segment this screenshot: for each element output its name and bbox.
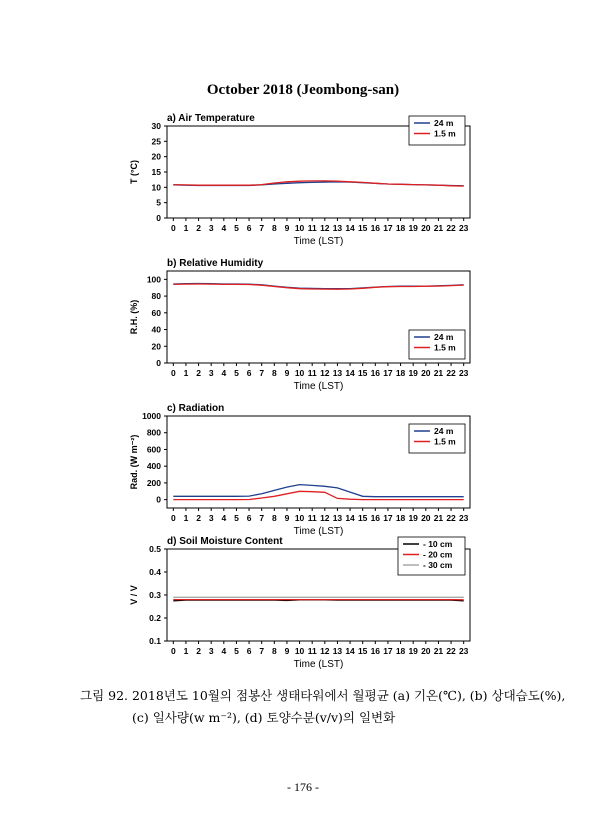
x-tick-label-3-5: 5 (234, 646, 239, 656)
x-tick-label-1-3: 3 (208, 368, 214, 378)
x-tick-label-1-9: 9 (284, 368, 290, 378)
x-tick-label-3-22: 22 (446, 646, 456, 656)
x-tick-label-3-13: 13 (332, 646, 343, 656)
x-axis-label-3: Time (LST) (293, 659, 344, 670)
x-tick-label-3-4: 4 (221, 646, 227, 656)
x-tick-label-0-7: 7 (259, 223, 265, 233)
x-tick-label-3-15: 15 (357, 646, 368, 656)
x-tick-label-2-16: 16 (370, 513, 381, 523)
x-tick-label-3-7: 7 (259, 646, 265, 656)
y-tick-label-3-2: 0.3 (149, 590, 161, 600)
x-tick-label-2-17: 17 (383, 513, 393, 523)
x-tick-label-0-23: 23 (458, 223, 469, 233)
x-tick-label-1-5: 5 (234, 368, 239, 378)
chart-title-3: d) Soil Moisture Content (167, 536, 283, 547)
x-axis-label-2: Time (LST) (293, 526, 344, 537)
x-tick-label-2-19: 19 (408, 513, 418, 523)
x-tick-label-2-22: 22 (446, 513, 456, 523)
legend-label-0-1: 1.5 m (434, 128, 456, 139)
x-tick-label-0-13: 13 (332, 223, 343, 233)
x-tick-label-3-14: 14 (345, 646, 355, 656)
y-tick-label-1-4: 80 (151, 291, 161, 302)
x-tick-label-2-23: 23 (458, 513, 469, 523)
x-tick-label-3-3: 3 (208, 646, 214, 656)
x-tick-label-3-1: 1 (183, 646, 189, 656)
y-tick-label-2-2: 400 (146, 461, 161, 472)
x-tick-label-0-19: 19 (408, 223, 418, 233)
x-tick-label-0-0: 0 (170, 223, 176, 233)
x-tick-label-2-5: 5 (234, 513, 239, 523)
x-tick-label-3-23: 23 (458, 646, 469, 656)
y-tick-label-3-4: 0.5 (149, 544, 161, 554)
x-tick-label-3-11: 11 (307, 646, 317, 656)
x-tick-label-1-18: 18 (395, 368, 406, 378)
legend-label-0-0: 24 m (434, 118, 454, 128)
y-tick-label-1-2: 40 (151, 324, 161, 335)
x-tick-label-1-21: 21 (433, 368, 444, 378)
x-tick-label-2-11: 11 (307, 513, 317, 523)
x-tick-label-1-20: 20 (421, 368, 431, 378)
x-tick-label-2-15: 15 (357, 513, 368, 523)
figure-caption-line2: (c) 일사량(w m⁻²), (d) 토양수분(v/v)의 일변화 (132, 710, 396, 725)
y-tick-label-1-5: 100 (146, 274, 161, 285)
y-tick-label-0-4: 20 (151, 151, 161, 162)
x-tick-label-2-12: 12 (320, 513, 330, 523)
x-tick-label-1-6: 6 (246, 368, 252, 378)
x-tick-label-1-13: 13 (332, 368, 343, 378)
x-tick-label-2-10: 10 (294, 513, 305, 523)
x-tick-label-3-0: 0 (170, 646, 176, 656)
x-tick-label-2-9: 9 (284, 513, 290, 523)
y-tick-label-3-0: 0.1 (149, 636, 161, 646)
x-tick-label-3-10: 10 (294, 646, 305, 656)
x-tick-label-0-22: 22 (446, 223, 456, 233)
figure-caption-line1: 그림 92. 2018년도 10월의 점봉산 생태타워에서 월평균 (a) 기온(℃), (b) 상대습도(%), (80, 688, 566, 703)
x-tick-label-3-12: 12 (320, 646, 330, 656)
legend-label-3-0: - 10 cm (423, 539, 453, 549)
x-tick-label-0-18: 18 (395, 223, 406, 233)
y-axis-label-3: V / V (129, 585, 139, 605)
x-tick-label-3-17: 17 (383, 646, 393, 656)
chart-title-0: a) Air Temperature (167, 113, 255, 124)
x-tick-label-0-10: 10 (294, 223, 305, 233)
y-tick-label-0-6: 30 (151, 121, 161, 131)
y-tick-label-1-0: 0 (156, 358, 161, 368)
x-tick-label-0-12: 12 (320, 223, 330, 233)
y-tick-label-0-5: 25 (151, 136, 161, 147)
y-tick-label-3-1: 0.2 (149, 613, 161, 623)
legend-label-3-2: - 30 cm (423, 560, 453, 570)
y-axis-label-1: R.H. (%) (129, 299, 139, 335)
x-tick-label-1-0: 0 (170, 368, 176, 378)
x-tick-label-0-9: 9 (284, 223, 290, 233)
x-tick-label-2-6: 6 (246, 513, 252, 523)
y-tick-label-1-3: 60 (151, 307, 161, 318)
x-tick-label-0-11: 11 (307, 223, 317, 233)
y-tick-label-2-3: 600 (146, 444, 161, 455)
x-tick-label-0-17: 17 (383, 223, 393, 233)
x-tick-label-1-17: 17 (383, 368, 393, 378)
x-tick-label-2-0: 0 (170, 513, 176, 523)
x-tick-label-1-12: 12 (320, 368, 330, 378)
x-axis-label-1: Time (LST) (293, 381, 344, 392)
y-tick-label-2-4: 800 (146, 427, 161, 438)
x-tick-label-0-16: 16 (370, 223, 381, 233)
y-tick-label-0-2: 10 (151, 182, 161, 193)
x-tick-label-1-23: 23 (458, 368, 469, 378)
legend-label-1-0: 24 m (434, 332, 454, 342)
x-tick-label-2-4: 4 (221, 513, 227, 523)
x-tick-label-2-18: 18 (395, 513, 406, 523)
legend-label-3-1: - 20 cm (423, 549, 453, 560)
page-title: October 2018 (Jeombong-san) (206, 82, 400, 98)
x-tick-label-2-2: 2 (196, 513, 201, 523)
x-tick-label-1-8: 8 (271, 368, 277, 378)
x-tick-label-1-16: 16 (370, 368, 381, 378)
y-tick-label-0-1: 5 (156, 197, 161, 208)
x-tick-label-2-21: 21 (433, 513, 444, 523)
y-tick-label-2-1: 200 (146, 477, 161, 488)
legend-label-1-1: 1.5 m (434, 342, 456, 353)
x-tick-label-1-10: 10 (294, 368, 305, 378)
x-tick-label-0-15: 15 (357, 223, 368, 233)
chart-title-2: c) Radiation (167, 403, 225, 414)
x-tick-label-3-9: 9 (284, 646, 290, 656)
x-tick-label-2-7: 7 (259, 513, 265, 523)
legend-label-2-0: 24 m (434, 426, 454, 436)
x-tick-label-1-1: 1 (183, 368, 189, 378)
x-tick-label-0-1: 1 (183, 223, 189, 233)
x-tick-label-1-4: 4 (221, 368, 227, 378)
x-tick-label-0-8: 8 (271, 223, 277, 233)
x-tick-label-3-2: 2 (196, 646, 201, 656)
x-tick-label-3-18: 18 (395, 646, 406, 656)
y-tick-label-0-0: 0 (156, 213, 161, 223)
x-tick-label-0-6: 6 (246, 223, 252, 233)
x-tick-label-1-2: 2 (196, 368, 201, 378)
x-tick-label-3-6: 6 (246, 646, 252, 656)
chart-title-1: b) Relative Humidity (167, 258, 264, 269)
x-tick-label-0-14: 14 (345, 223, 355, 233)
y-axis-label-0: T (°C) (129, 159, 139, 185)
x-tick-label-3-16: 16 (370, 646, 381, 656)
legend-label-2-1: 1.5 m (434, 436, 456, 447)
x-tick-label-2-3: 3 (208, 513, 214, 523)
x-tick-label-0-2: 2 (196, 223, 201, 233)
x-tick-label-1-11: 11 (307, 368, 317, 378)
x-tick-label-0-20: 20 (421, 223, 431, 233)
y-tick-label-1-1: 20 (151, 341, 161, 352)
x-tick-label-2-20: 20 (421, 513, 431, 523)
x-tick-label-0-3: 3 (208, 223, 214, 233)
x-tick-label-3-19: 19 (408, 646, 418, 656)
y-axis-label-2: Rad. (W m⁻²) (129, 434, 139, 490)
y-tick-label-2-5: 1000 (142, 411, 161, 421)
x-tick-label-1-22: 22 (446, 368, 456, 378)
x-tick-label-0-4: 4 (221, 223, 227, 233)
x-tick-label-1-7: 7 (259, 368, 265, 378)
x-tick-label-0-5: 5 (234, 223, 239, 233)
x-tick-label-2-13: 13 (332, 513, 343, 523)
x-tick-label-3-20: 20 (421, 646, 431, 656)
x-tick-label-1-15: 15 (357, 368, 368, 378)
x-tick-label-2-14: 14 (345, 513, 355, 523)
x-tick-label-3-8: 8 (271, 646, 277, 656)
y-tick-label-0-3: 15 (151, 167, 161, 177)
x-axis-label-0: Time (LST) (293, 236, 344, 247)
x-tick-label-3-21: 21 (433, 646, 444, 656)
x-tick-label-2-1: 1 (183, 513, 189, 523)
y-tick-label-3-3: 0.4 (149, 567, 161, 577)
page-number: - 176 - (287, 780, 319, 794)
y-tick-label-2-0: 0 (156, 494, 161, 505)
x-tick-label-2-8: 8 (271, 513, 277, 523)
x-tick-label-1-19: 19 (408, 368, 418, 378)
x-tick-label-1-14: 14 (345, 368, 355, 378)
x-tick-label-0-21: 21 (433, 223, 444, 233)
